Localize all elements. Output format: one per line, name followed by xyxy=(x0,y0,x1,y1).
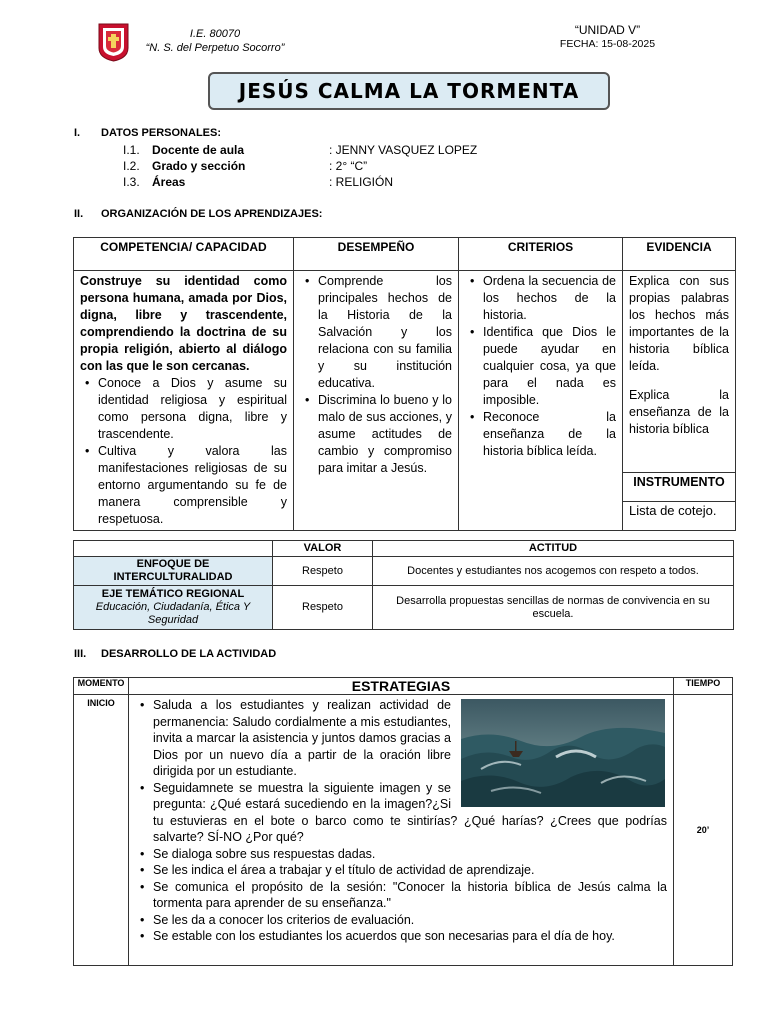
capacidad-item: • Cultiva y valora las manifestaciones religiosas de su entorno argumentando su fe de manera comprensible y respetuosa. xyxy=(98,443,287,528)
header-actitud: ACTITUD xyxy=(373,541,734,557)
eje-title: EJE TEMÁTICO REGIONAL xyxy=(101,588,245,600)
row-label: Docente de aula xyxy=(152,143,245,157)
school-logo xyxy=(97,22,130,62)
row-number: I.2. xyxy=(123,159,140,173)
competencia-text: Construye su identidad como persona humana, amada por Dios, digna, libre y trascendente, comprendiendo la doctrina de su propia religión, abierto al diálogo con las que le son cercanas. xyxy=(80,274,287,373)
eje-label xyxy=(74,586,273,630)
header-desempeno: DESEMPEÑO xyxy=(294,238,459,271)
criterio-item: • Reconoce la enseñanza de la historia bíblica leída. xyxy=(483,409,616,460)
strategy-item: • Se comunica el propósito de la sesión: "Conocer la historia bíblica de Jesús calma la tormenta para aprender de su enseñanza." xyxy=(153,879,667,912)
header-valor: VALOR xyxy=(273,541,373,557)
data-row-docente xyxy=(123,143,523,159)
momento-inicio: INICIO xyxy=(74,695,129,966)
section-label: ORGANIZACIÓN DE LOS APRENDIZAJES: xyxy=(101,208,323,220)
header-criterios: CRITERIOS xyxy=(459,238,623,271)
desempeno-item: • Comprende los principales hechos de la Historia de la Salvación y los relaciona con su familia y su institución educativa. xyxy=(318,273,452,392)
desempeno-cell xyxy=(294,271,459,531)
section-label: DATOS PERSONALES: xyxy=(101,127,221,139)
header-evidencia: EVIDENCIA xyxy=(623,238,736,271)
data-row-areas xyxy=(123,175,523,191)
section-heading-3 xyxy=(74,648,474,662)
evidencia-item: Explica la enseñanza de la historia bíblica xyxy=(629,388,729,436)
evidencia-item: Explica con sus propias palabras los hechos más importantes de la historia bíblica leída. xyxy=(629,274,729,373)
enfoque-valor: Respeto xyxy=(273,557,373,586)
eje-actitud: Desarrolla propuestas sencillas de normas de convivencia en su escuela. xyxy=(373,586,734,630)
header-estrategias: ESTRATEGIAS xyxy=(129,678,674,695)
section-number: III. xyxy=(74,648,87,660)
enfoque-label xyxy=(74,557,273,586)
row-value: : 2° “C” xyxy=(329,159,368,173)
section-number: II. xyxy=(74,208,84,220)
strategy-item: • Seguidamnete se muestra la siguiente imagen y se pregunta: ¿Qué estará sucediendo en la imagen?¿Si tu estuvieras en el bote o barco como te sintirías? ¿Qué harías? ¿Crees que podrías salvarte? SÍ-NO ¿Por qué? xyxy=(153,780,667,846)
school-code: I.E. 80070 xyxy=(189,28,241,40)
eje-subtitle: Educación, Ciudadanía, Ética Y Seguridad xyxy=(95,601,251,626)
strategy-item: • Se dialoga sobre sus respuestas dadas. xyxy=(153,846,667,863)
activity-table xyxy=(73,677,733,966)
eje-valor: Respeto xyxy=(273,586,373,630)
empty-header-cell xyxy=(74,541,273,557)
row-value: : RELIGIÓN xyxy=(329,175,394,189)
enfoques-table xyxy=(73,540,734,630)
capacidad-item: • Conoce a Dios y asume su identidad religiosa y espiritual como persona digna, libre y trascendente. xyxy=(98,375,287,443)
desempeno-item: • Discrimina lo bueno y lo malo de sus acciones, y asume actitudes de cambio y compromiso para imitar a Jesús. xyxy=(318,392,452,477)
strategy-item: • Se les indica el área a trabajar y el título de actividad de aprendizaje. xyxy=(153,862,667,879)
data-row-grado xyxy=(123,159,523,175)
header-tiempo: TIEMPO xyxy=(674,678,733,695)
strategies-cell xyxy=(129,695,674,966)
instrumento-value: Lista de cotejo. xyxy=(623,502,736,531)
school-name xyxy=(140,27,290,55)
row-label: Grado y sección xyxy=(152,159,246,173)
unit-info xyxy=(540,23,675,51)
row-label: Áreas xyxy=(152,175,186,189)
section-number: I. xyxy=(74,127,81,139)
tiempo-value: 20’ xyxy=(674,695,733,966)
row-number: I.1. xyxy=(123,143,140,157)
title-box xyxy=(208,72,610,110)
section-heading-1 xyxy=(74,127,374,141)
page-title: JESÚS CALMA LA TORMENTA xyxy=(238,79,580,103)
date-label: FECHA: 15-08-2025 xyxy=(559,38,656,50)
evidencia-cell xyxy=(623,271,736,473)
row-number: I.3. xyxy=(123,175,140,189)
instrumento-header: INSTRUMENTO xyxy=(623,472,736,502)
header-momento: MOMENTO xyxy=(74,678,129,695)
strategy-item: • Se les da a conocer los criterios de evaluación. xyxy=(153,912,667,929)
competencia-cell xyxy=(74,271,294,531)
section-label: DESARROLLO DE LA ACTIVIDAD xyxy=(101,648,277,660)
criterios-cell xyxy=(459,271,623,531)
enfoque-actitud: Docentes y estudiantes nos acogemos con respeto a todos. xyxy=(373,557,734,586)
row-value: : JENNY VASQUEZ LOPEZ xyxy=(329,143,478,157)
criterio-item: • Ordena la secuencia de los hechos de la historia. xyxy=(483,273,616,324)
section-heading-2 xyxy=(74,208,474,222)
criterio-item: • Identifica que Dios le puede ayudar en cualquier cosa, ya que para el nada es imposible. xyxy=(483,324,616,409)
school-title: “N. S. del Perpetuo Socorro” xyxy=(145,42,285,54)
strategy-item: • Saluda a los estudiantes y realizan actividad de permanencia: Saludo cordialmente a mis estudiantes, invita a marcar la asistencia y juntos damos gracias a Dios por un nuevo día a partir de la oración libre dirigida por un estudiante. xyxy=(153,697,667,780)
unit-label: “UNIDAD V” xyxy=(574,23,641,37)
header-competencia: COMPETENCIA/ CAPACIDAD xyxy=(74,238,294,271)
learning-table xyxy=(73,237,736,531)
strategy-item: • Se estable con los estudiantes los acuerdos que son necesarias para el día de hoy. xyxy=(153,928,667,945)
enfoque-title: ENFOQUE DE INTERCULTURALIDAD xyxy=(113,558,233,583)
